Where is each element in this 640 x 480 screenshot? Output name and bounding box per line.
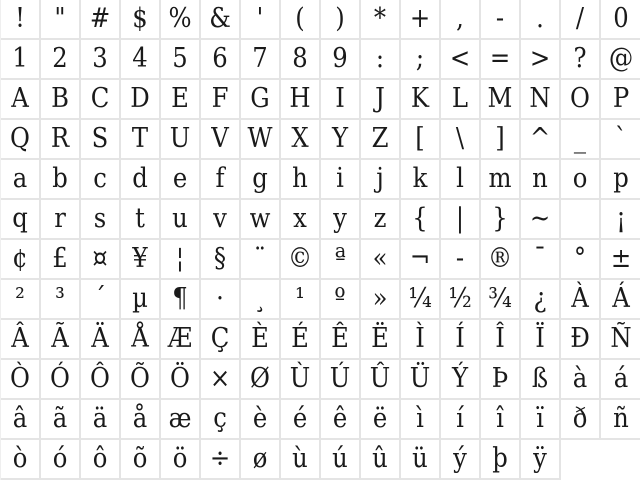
glyph-cell[interactable]: v [201,200,241,240]
glyph-cell[interactable]: 6 [201,40,241,80]
glyph-cell[interactable]: â [1,400,41,440]
glyph-cell[interactable]: õ [121,440,161,480]
glyph-cell[interactable]: Ì [401,320,441,360]
glyph-cell[interactable]: þ [481,440,521,480]
glyph-cell[interactable]: ö [161,440,201,480]
glyph-cell[interactable]: < [441,40,481,80]
glyph-cell[interactable]: » [361,280,401,320]
glyph-cell[interactable]: ã [41,400,81,440]
glyph-cell[interactable]: ñ [601,400,640,440]
glyph-cell[interactable]: û [361,440,401,480]
glyph-cell[interactable]: º [321,280,361,320]
glyph-cell[interactable]: N [521,80,561,120]
glyph-cell[interactable]: z [361,200,401,240]
glyph-cell[interactable]: ÷ [201,440,241,480]
glyph-cell[interactable]: ó [41,440,81,480]
glyph-cell[interactable]: Y [321,120,361,160]
glyph-cell[interactable]: Ô [81,360,121,400]
glyph-cell[interactable]: R [41,120,81,160]
glyph-cell[interactable]: æ [161,400,201,440]
glyph-cell[interactable]: ð [561,400,601,440]
glyph-cell[interactable]: Ò [1,360,41,400]
glyph-cell[interactable]: £ [41,240,81,280]
glyph-cell[interactable]: T [121,120,161,160]
glyph-cell[interactable]: ç [201,400,241,440]
glyph-cell[interactable]: 0 [601,0,640,40]
glyph-cell[interactable]: å [121,400,161,440]
glyph-cell[interactable]: 1 [1,40,41,80]
glyph-cell[interactable]: q [1,200,41,240]
glyph-cell[interactable]: ê [321,400,361,440]
glyph-cell[interactable]: ! [1,0,41,40]
glyph-cell[interactable]: e [161,160,201,200]
glyph-cell[interactable]: c [81,160,121,200]
glyph-cell[interactable]: ´ [81,280,121,320]
glyph-cell[interactable]: 3 [81,40,121,80]
glyph-cell[interactable]: Ø [241,360,281,400]
glyph-cell[interactable]: ä [81,400,121,440]
glyph-cell[interactable]: H [281,80,321,120]
glyph-cell[interactable]: · [201,280,241,320]
glyph-cell[interactable]: g [241,160,281,200]
glyph-cell[interactable]: 4 [121,40,161,80]
glyph-cell[interactable]: Á [601,280,640,320]
glyph-cell[interactable]: ^ [521,120,561,160]
glyph-cell[interactable]: | [441,200,481,240]
glyph-cell[interactable]: r [41,200,81,240]
glyph-cell[interactable]: ° [561,240,601,280]
glyph-cell[interactable]: ¬ [401,240,441,280]
glyph-cell[interactable]: µ [121,280,161,320]
glyph-cell[interactable]: + [401,0,441,40]
glyph-cell[interactable]: ª [321,240,361,280]
glyph-cell[interactable]: k [401,160,441,200]
glyph-cell[interactable]: j [361,160,401,200]
glyph-cell[interactable]: ( [281,0,321,40]
glyph-cell[interactable]: K [401,80,441,120]
glyph-cell[interactable]: ' [241,0,281,40]
glyph-cell[interactable]: M [481,80,521,120]
glyph-cell[interactable]: o [561,160,601,200]
glyph-cell[interactable]: á [601,360,640,400]
glyph-cell[interactable]: Þ [481,360,521,400]
glyph-cell[interactable]: " [41,0,81,40]
glyph-cell[interactable]: ß [521,360,561,400]
glyph-cell[interactable]: Ü [401,360,441,400]
glyph-cell[interactable]: w [241,200,281,240]
glyph-cell[interactable]: . [521,0,561,40]
glyph-cell[interactable]: l [441,160,481,200]
glyph-cell[interactable]: È [241,320,281,360]
glyph-cell[interactable]: « [361,240,401,280]
glyph-cell[interactable]: ; [401,40,441,80]
glyph-cell[interactable]: ì [401,400,441,440]
glyph-cell[interactable]: b [41,160,81,200]
glyph-cell[interactable]: V [201,120,241,160]
glyph-cell[interactable]: ¦ [161,240,201,280]
glyph-cell[interactable]: P [601,80,640,120]
glyph-cell[interactable]: \ [441,120,481,160]
glyph-cell[interactable]: § [201,240,241,280]
glyph-cell[interactable]: ë [361,400,401,440]
glyph-cell[interactable]: 7 [241,40,281,80]
glyph-cell[interactable]: x [281,200,321,240]
glyph-cell[interactable]: ¥ [121,240,161,280]
glyph-cell[interactable]: ù [281,440,321,480]
glyph-cell[interactable]: ³ [41,280,81,320]
glyph-cell[interactable]: I [321,80,361,120]
glyph-cell[interactable]: = [481,40,521,80]
glyph-cell[interactable]: Í [441,320,481,360]
glyph-cell[interactable]: - [441,240,481,280]
glyph-cell[interactable]: E [161,80,201,120]
glyph-cell[interactable]: Ê [321,320,361,360]
glyph-cell[interactable]: Õ [121,360,161,400]
glyph-cell[interactable]: Ë [361,320,401,360]
glyph-cell[interactable]: - [481,0,521,40]
glyph-cell[interactable]: s [81,200,121,240]
glyph-cell[interactable]: Ú [321,360,361,400]
glyph-cell[interactable]: Ó [41,360,81,400]
glyph-cell[interactable]: F [201,80,241,120]
glyph-cell[interactable]: p [601,160,640,200]
empty-cell [601,440,640,480]
glyph-cell[interactable]: î [481,400,521,440]
glyph-cell[interactable]: ÿ [521,440,561,480]
glyph-cell[interactable]: ô [81,440,121,480]
glyph-cell[interactable]: ] [481,120,521,160]
glyph-cell[interactable]: í [441,400,481,440]
glyph-cell[interactable]: ¼ [401,280,441,320]
glyph-cell[interactable]: n [521,160,561,200]
glyph-cell[interactable]: ` [601,120,640,160]
glyph-cell[interactable]: } [481,200,521,240]
glyph-cell[interactable]: X [281,120,321,160]
glyph-cell[interactable]: ® [481,240,521,280]
glyph-cell[interactable]: ü [401,440,441,480]
glyph-cell[interactable]: ± [601,240,640,280]
glyph-cell[interactable]: B [41,80,81,120]
glyph-cell[interactable]: i [321,160,361,200]
glyph-cell[interactable]: ¤ [81,240,121,280]
glyph-cell[interactable]: f [201,160,241,200]
glyph-cell[interactable]: A [1,80,41,120]
glyph-cell[interactable]: Ñ [601,320,640,360]
glyph-cell[interactable]: 8 [281,40,321,80]
glyph-cell[interactable]: À [561,280,601,320]
glyph-cell[interactable]: Ç [201,320,241,360]
glyph-cell[interactable]: ½ [441,280,481,320]
glyph-cell[interactable]: ¿ [521,280,561,320]
glyph-cell[interactable]: ~ [521,200,561,240]
glyph-cell[interactable]: $ [121,0,161,40]
glyph-cell[interactable]: Ã [41,320,81,360]
glyph-cell[interactable]: 2 [41,40,81,80]
glyph-cell[interactable]: > [521,40,561,80]
glyph-cell[interactable]: _ [561,120,601,160]
glyph-cell[interactable]: d [121,160,161,200]
glyph-cell[interactable]: è [241,400,281,440]
glyph-cell[interactable]: × [201,360,241,400]
glyph-cell[interactable]: 5 [161,40,201,80]
glyph-cell[interactable]: @ [601,40,640,80]
glyph-cell[interactable] [561,200,601,240]
glyph-cell[interactable]: ý [441,440,481,480]
glyph-cell[interactable]: Ä [81,320,121,360]
glyph-cell[interactable]: ï [521,400,561,440]
glyph-cell[interactable]: J [361,80,401,120]
glyph-cell[interactable]: y [321,200,361,240]
glyph-cell[interactable]: ò [1,440,41,480]
glyph-cell[interactable]: ) [321,0,361,40]
glyph-cell[interactable]: ¹ [281,280,321,320]
glyph-cell[interactable]: ú [321,440,361,480]
glyph-cell[interactable]: ¡ [601,200,640,240]
glyph-cell[interactable]: O [561,80,601,120]
glyph-cell[interactable]: L [441,80,481,120]
glyph-cell[interactable]: Ð [561,320,601,360]
glyph-cell[interactable]: à [561,360,601,400]
glyph-cell[interactable]: D [121,80,161,120]
glyph-cell[interactable]: ø [241,440,281,480]
glyph-cell[interactable]: t [121,200,161,240]
glyph-cell[interactable]: ¯ [521,240,561,280]
glyph-cell[interactable]: : [361,40,401,80]
glyph-cell[interactable]: Q [1,120,41,160]
glyph-cell[interactable]: & [201,0,241,40]
glyph-cell[interactable]: Ï [521,320,561,360]
glyph-cell[interactable]: Z [361,120,401,160]
glyph-cell[interactable]: é [281,400,321,440]
glyph-cell[interactable]: Ö [161,360,201,400]
glyph-cell[interactable]: / [561,0,601,40]
glyph-cell[interactable]: 9 [321,40,361,80]
glyph-cell[interactable]: É [281,320,321,360]
glyph-cell[interactable]: C [81,80,121,120]
glyph-cell[interactable]: ¢ [1,240,41,280]
glyph-cell[interactable]: , [441,0,481,40]
glyph-cell[interactable]: S [81,120,121,160]
glyph-cell[interactable]: © [281,240,321,280]
glyph-cell[interactable]: u [161,200,201,240]
glyph-cell[interactable]: # [81,0,121,40]
glyph-cell[interactable]: ¾ [481,280,521,320]
glyph-cell[interactable]: * [361,0,401,40]
glyph-cell[interactable]: Å [121,320,161,360]
glyph-cell[interactable]: Û [361,360,401,400]
glyph-cell[interactable]: h [281,160,321,200]
glyph-cell[interactable]: { [401,200,441,240]
glyph-cell[interactable]: ? [561,40,601,80]
glyph-cell[interactable]: Ý [441,360,481,400]
glyph-cell[interactable]: ¶ [161,280,201,320]
glyph-cell[interactable]: U [161,120,201,160]
glyph-cell[interactable]: Î [481,320,521,360]
glyph-cell[interactable]: ² [1,280,41,320]
glyph-cell[interactable]: W [241,120,281,160]
glyph-cell[interactable]: ¸ [241,280,281,320]
empty-cell [561,440,601,480]
glyph-cell[interactable]: Æ [161,320,201,360]
glyph-cell[interactable]: Ù [281,360,321,400]
glyph-cell[interactable]: a [1,160,41,200]
glyph-cell[interactable]: [ [401,120,441,160]
glyph-cell[interactable]: G [241,80,281,120]
glyph-cell[interactable]: m [481,160,521,200]
glyph-cell[interactable]: Â [1,320,41,360]
glyph-cell[interactable]: ¨ [241,240,281,280]
glyph-cell[interactable]: % [161,0,201,40]
